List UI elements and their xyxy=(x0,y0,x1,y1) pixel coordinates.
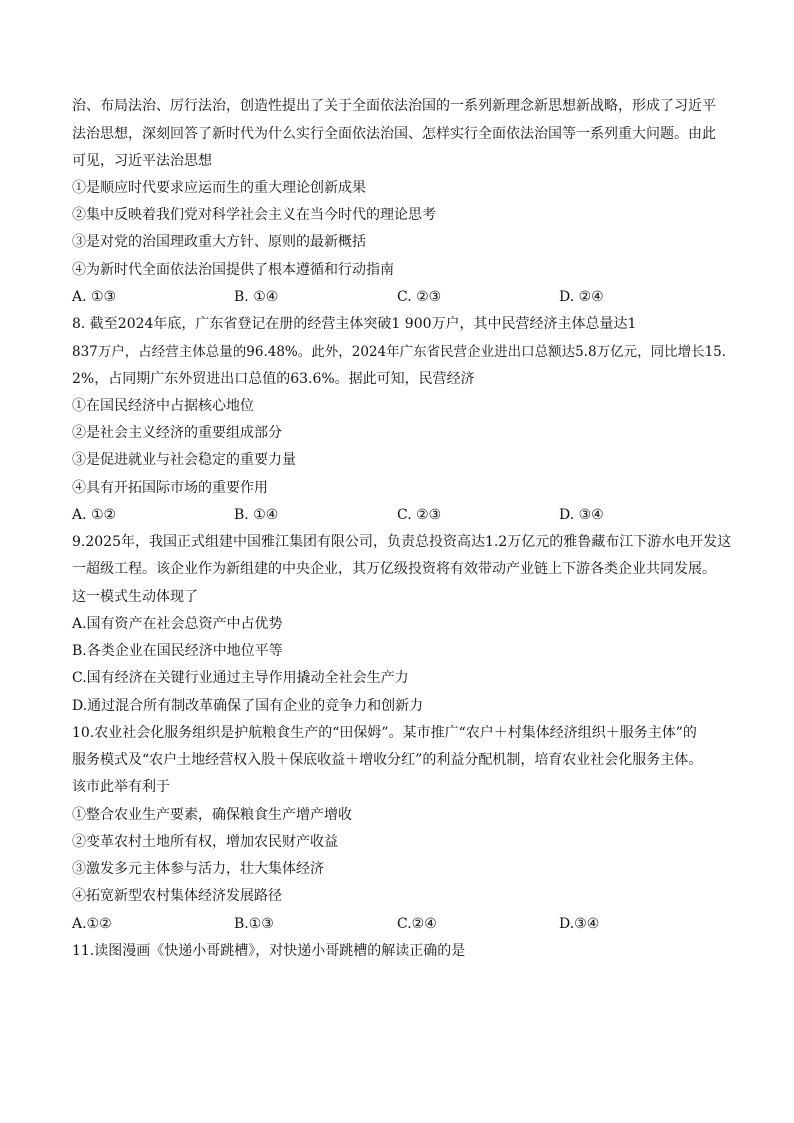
question-stem-line: 这一模式生动体现了 xyxy=(72,589,198,605)
statement-4: ④具有开拓国际市场的重要作用 xyxy=(72,480,268,496)
option-b: B. ①④ xyxy=(234,289,279,305)
option-c: C.国有经济在关键行业通过主导作用撬动全社会生产力 xyxy=(72,670,409,686)
question-stem-line: 11.读图漫画《快递小哥跳槽》，对快递小哥跳槽的解读正确的是 xyxy=(72,943,466,959)
statement-2: ②是社会主义经济的重要组成部分 xyxy=(72,425,282,441)
question-stem-line: 一超级工程。该企业作为新组建的中央企业，其万亿级投资将有效带动产业链上下游各类企业共同发展。 xyxy=(72,561,716,577)
statement-4: ④拓宽新型农村集体经济发展路径 xyxy=(72,888,282,904)
option-d: D. ②④ xyxy=(559,289,604,305)
option-d: D.通过混合所有制改革确保了国有企业的竞争力和创新力 xyxy=(72,698,424,714)
statement-1: ①在国民经济中占据核心地位 xyxy=(72,398,254,414)
option-c: C.②④ xyxy=(397,916,437,932)
question-stem-line: 服务模式及“农户土地经营权入股＋保底收益＋增收分红”的利益分配机制，培育农业社会化服务主体。 xyxy=(72,752,703,768)
option-d: D. ③④ xyxy=(559,507,604,523)
option-b: B. ①④ xyxy=(234,507,279,523)
question-stem-line: 837万户，占经营主体总量的96.48%。此外，2024年广东省民营企业进出口总额达5.8万亿元，同比增长15. xyxy=(72,344,727,360)
statement-3: ③是促进就业与社会稳定的重要力量 xyxy=(72,452,296,468)
question-stem-line: 该市此举有利于 xyxy=(72,779,170,795)
statement-1: ①整合农业生产要素，确保粮食生产增产增收 xyxy=(72,807,352,823)
option-c: C. ②③ xyxy=(397,507,442,523)
question-stem-line: 8. 截至2024年底，广东省登记在册的经营主体突破1 900万户，其中民营经济主体总量达1 xyxy=(72,316,637,332)
question-stem-line: 法治思想，深刻回答了新时代为什么实行全面依法治国、怎样实行全面依法治国等一系列重大问题。由此 xyxy=(72,126,716,142)
question-stem-line: 可见，习近平法治思想 xyxy=(72,153,212,169)
statement-4: ④为新时代全面依法治国提供了根本遵循和行动指南 xyxy=(72,262,394,278)
question-stem-line: 9.2025年，我国正式组建中国雅江集团有限公司，负责总投资高达1.2万亿元的雅鲁藏布江下游水电开发这 xyxy=(72,534,732,550)
option-a: A. ①② xyxy=(72,507,117,523)
statement-1: ①是顺应时代要求应运而生的重大理论创新成果 xyxy=(72,180,366,196)
option-a: A. ①③ xyxy=(72,289,117,305)
question-stem-line: 治、布局法治、厉行法治，创造性提出了关于全面依法治国的一系列新理念新思想新战略，形成了习近平 xyxy=(72,98,716,114)
option-d: D.③④ xyxy=(559,916,600,932)
option-b: B.①③ xyxy=(234,916,274,932)
question-stem-line: 2%，占同期广东外贸进出口总值的63.6%。据此可知，民营经济 xyxy=(72,371,475,387)
statement-3: ③是对党的治国理政重大方针、原则的最新概括 xyxy=(72,234,366,250)
option-a: A.①② xyxy=(72,916,112,932)
question-stem-line: 10.农业社会化服务组织是护航粮食生产的“田保姆”。某市推广“农户＋村集体经济组织＋服务主体”的 xyxy=(72,725,697,741)
option-c: C. ②③ xyxy=(397,289,442,305)
option-b: B.各类企业在国民经济中地位平等 xyxy=(72,643,283,659)
statement-2: ②集中反映着我们党对科学社会主义在当今时代的理论思考 xyxy=(72,207,436,223)
statement-2: ②变革农村土地所有权，增加农民财产收益 xyxy=(72,834,338,850)
statement-3: ③激发多元主体参与活力，壮大集体经济 xyxy=(72,861,324,877)
option-a: A.国有资产在社会总资产中占优势 xyxy=(72,616,283,632)
